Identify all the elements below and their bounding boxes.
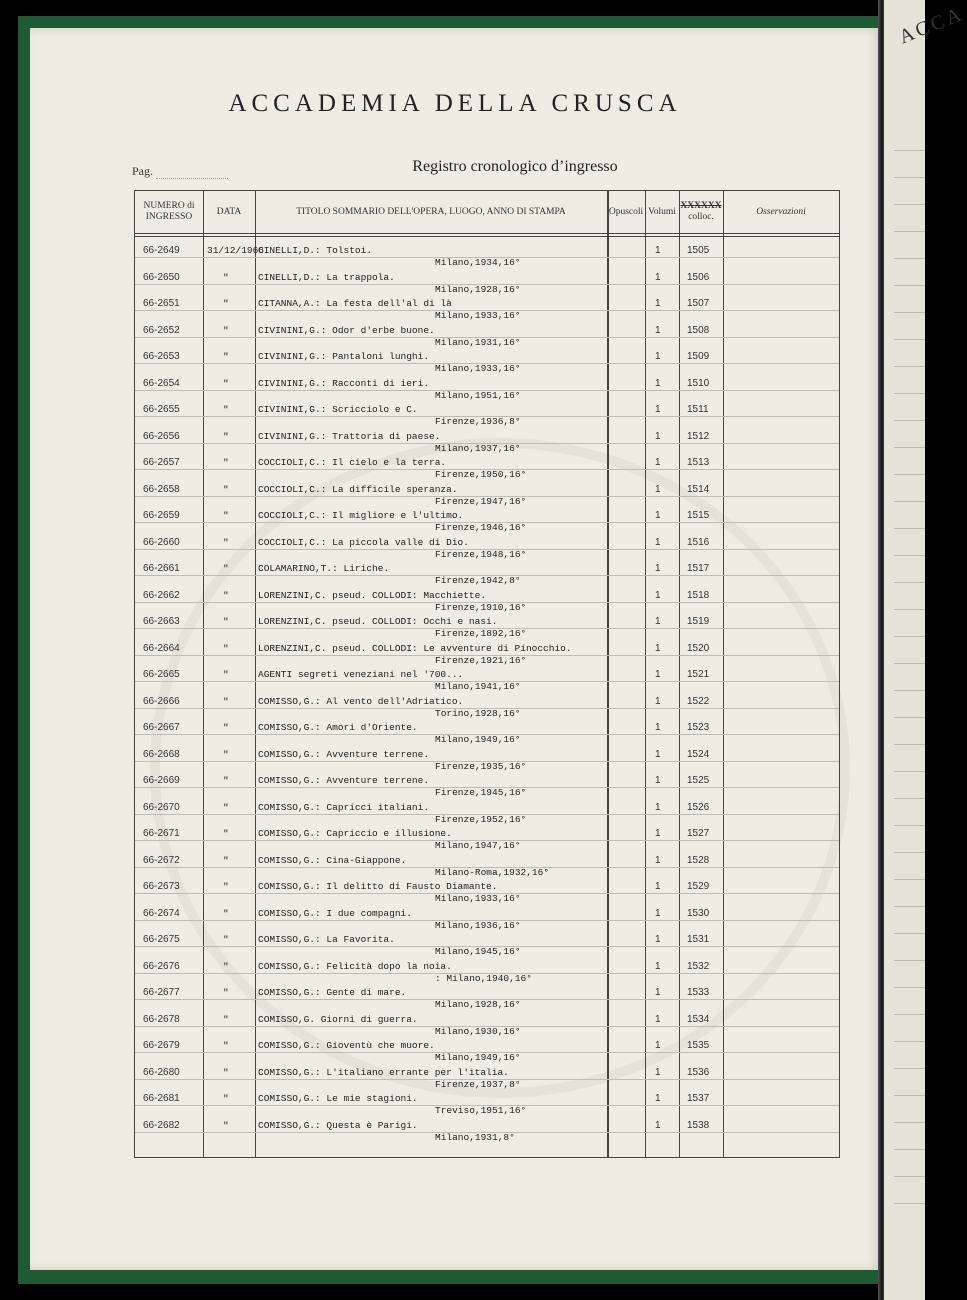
entry-place-year: Milano,1937,16°	[435, 442, 521, 454]
entry-number: 66-2681	[143, 1093, 180, 1104]
entry-number: 66-2666	[143, 695, 180, 707]
entry-collocation: 1516	[687, 536, 710, 548]
entry-date: "	[223, 722, 229, 733]
entry-title: LORENZINI,C. pseud. COLLODI: Le avventure di Pinocchio.	[258, 642, 572, 654]
entry-collocation: 1534	[687, 1013, 710, 1025]
facing-page-title-fragment: ACCA	[896, 2, 967, 49]
entry-collocation: 1536	[687, 1066, 710, 1078]
entry-volumes: 1	[655, 616, 661, 627]
entry-place-year: Firenze,1947,16°	[435, 495, 527, 507]
entry-volumes: 1	[655, 934, 661, 945]
entry-title: COMISSO,G.: L'italiano errante per l'italia.	[258, 1066, 509, 1078]
register-subtitle: Registro cronologico d’ingresso	[412, 158, 618, 175]
entry-volumes: 1	[655, 907, 661, 919]
row-rule	[135, 549, 839, 550]
entry-volumes: 1	[655, 589, 661, 601]
entry-date: "	[223, 616, 229, 627]
entry-collocation: 1531	[687, 934, 710, 945]
entry-date: "	[223, 1013, 229, 1025]
entry-collocation: 1520	[687, 642, 710, 654]
entry-place-year: Milano,1933,16°	[435, 310, 521, 321]
entry-collocation: 1508	[687, 324, 710, 336]
entry-volumes: 1	[655, 987, 661, 998]
entry-volumes: 1	[655, 483, 661, 495]
entry-place-year: Firenze,1892,16°	[435, 628, 527, 639]
facing-page-rule	[894, 636, 925, 637]
facing-page-rule	[894, 879, 925, 880]
entry-number: 66-2672	[143, 854, 180, 866]
entry-place-year: Milano,1945,16°	[435, 946, 521, 957]
entry-number: 66-2664	[143, 642, 180, 654]
facing-page-rule	[894, 528, 925, 529]
entry-number: 66-2675	[143, 934, 180, 945]
facing-page-rule	[894, 285, 925, 286]
row-rule	[135, 363, 839, 364]
entry-date: "	[223, 960, 229, 972]
entry-volumes: 1	[655, 748, 661, 760]
register-table	[134, 190, 840, 1158]
facing-page-rule	[894, 663, 925, 664]
entry-volumes: 1	[655, 1119, 661, 1131]
facing-page-rule	[894, 204, 925, 205]
entry-collocation: 1505	[687, 245, 710, 256]
entry-place-year: Milano,1928,16°	[435, 999, 521, 1010]
entry-date: "	[223, 351, 229, 362]
entry-number: 66-2658	[143, 483, 180, 495]
entry-volumes: 1	[655, 510, 661, 521]
header-opuscoli: Opuscoli	[608, 206, 644, 217]
entry-collocation: 1537	[687, 1093, 710, 1104]
row-rule	[135, 999, 839, 1000]
entry-number: 66-2679	[143, 1040, 180, 1051]
facing-page-rule	[894, 1122, 925, 1123]
entry-date: "	[223, 483, 229, 495]
entry-place-year: Milano,1931,16°	[435, 336, 521, 348]
row-rule	[135, 1052, 839, 1053]
entry-date: "	[223, 430, 229, 442]
facing-page-rule	[894, 690, 925, 691]
facing-page-rule	[894, 1176, 925, 1177]
entry-collocation: 1533	[687, 987, 710, 998]
entry-date: "	[223, 987, 229, 998]
entry-title: COLAMARINO,T.: Liriche.	[258, 563, 390, 574]
row-rule	[135, 893, 839, 894]
entry-volumes: 1	[655, 1066, 661, 1078]
facing-page-rule	[894, 1068, 925, 1069]
entry-title: COMISSO,G.: Felicità dopo la noia.	[258, 960, 452, 972]
entry-volumes: 1	[655, 1040, 661, 1051]
entry-number: 66-2665	[143, 669, 180, 680]
facing-page-rule	[894, 339, 925, 340]
entry-number: 66-2649	[143, 245, 180, 256]
row-rule	[135, 522, 839, 523]
entry-date: "	[223, 801, 229, 813]
entry-collocation: 1506	[687, 271, 710, 283]
entry-date: "	[223, 324, 229, 336]
entry-title: CIVININI,G.: Pantaloni lunghi.	[258, 351, 430, 362]
entry-number: 66-2663	[143, 616, 180, 627]
entry-place-year: Milano,1928,16°	[435, 283, 521, 295]
entry-title: COMISSO,G.: Amori d'Oriente.	[258, 722, 418, 733]
facing-page-rule	[894, 825, 925, 826]
entry-date: "	[223, 377, 229, 389]
entry-collocation: 1514	[687, 483, 710, 495]
row-rule	[135, 1026, 839, 1027]
facing-page-rule	[894, 447, 925, 448]
entry-collocation: 1513	[687, 457, 710, 468]
entry-volumes: 1	[655, 563, 661, 574]
entry-title: COMISSO,G.: Al vento dell'Adriatico.	[258, 695, 464, 707]
entry-collocation: 1521	[687, 669, 710, 680]
entry-title: COMISSO,G.: Capriccio e illusione.	[258, 828, 452, 839]
entry-collocation: 1519	[687, 616, 710, 627]
entry-date: "	[223, 1119, 229, 1131]
row-rule	[135, 681, 839, 682]
facing-page-rule	[894, 150, 925, 151]
entry-title: COMISSO,G.: I due compagni.	[258, 907, 412, 919]
entry-place-year: : Milano,1940,16°	[435, 972, 532, 984]
entry-number: 66-2670	[143, 801, 180, 813]
row-rule	[135, 469, 839, 470]
entry-number: 66-2668	[143, 748, 180, 760]
entry-number: 66-2652	[143, 324, 180, 336]
row-rule	[135, 973, 839, 974]
entry-number: 66-2659	[143, 510, 180, 521]
entry-collocation: 1527	[687, 828, 710, 839]
ledger-page	[30, 28, 882, 1270]
facing-page-rule	[894, 852, 925, 853]
page-number-line	[156, 178, 228, 179]
entry-place-year: Milano,1941,16°	[435, 681, 521, 692]
row-rule	[135, 443, 839, 444]
entry-volumes: 1	[655, 536, 661, 548]
entry-place-year: Firenze,1948,16°	[435, 548, 527, 560]
entry-date: "	[223, 748, 229, 760]
row-rule	[135, 920, 839, 921]
entry-place-year: Milano,1951,16°	[435, 389, 521, 401]
header-data: DATA	[216, 206, 242, 217]
entry-place-year: Firenze,1950,16°	[435, 469, 527, 480]
entry-volumes: 1	[655, 1013, 661, 1025]
entry-title: COMISSO,G.: Gente di mare.	[258, 987, 407, 998]
facing-page-rule	[894, 474, 925, 475]
page-number-label: Pag.	[132, 164, 153, 178]
row-rule	[135, 867, 839, 868]
facing-page-rule	[894, 744, 925, 745]
facing-page-rule	[894, 798, 925, 799]
entry-date: "	[223, 536, 229, 548]
header-colloc-struck: XXXXXX	[680, 201, 722, 211]
header-osservazioni: Osservazioni	[756, 206, 806, 217]
entry-title: COCCIOLI,C.: Il cielo e la terra.	[258, 457, 447, 468]
entry-collocation: 1522	[687, 695, 710, 707]
entry-number: 66-2661	[143, 563, 180, 574]
entry-collocation: 1518	[687, 589, 710, 601]
entry-number: 66-2651	[143, 298, 180, 309]
entry-place-year: Milano,1949,16°	[435, 734, 521, 745]
entry-date: "	[223, 1040, 229, 1051]
row-rule	[135, 787, 839, 788]
entry-volumes: 1	[655, 828, 661, 839]
entry-date: "	[223, 404, 229, 415]
entry-title: COMISSO,G.: Capricci italiani.	[258, 801, 430, 813]
entry-place-year: Torino,1928,16°	[435, 707, 521, 719]
entry-volumes: 1	[655, 775, 661, 786]
row-rule	[135, 840, 839, 841]
entry-place-year: Firenze,1942,8°	[435, 575, 521, 586]
facing-page-rule	[894, 1149, 925, 1150]
entry-number: 66-2660	[143, 536, 180, 548]
entry-date: "	[223, 563, 229, 574]
entry-title: COCCIOLI,C.: La difficile speranza.	[258, 483, 458, 495]
entry-date: "	[223, 695, 229, 707]
entry-volumes: 1	[655, 960, 661, 972]
header-titolo: TITOLO SOMMARIO DELL'OPERA, LUOGO, ANNO DI STAMPA	[296, 206, 566, 217]
facing-page-rule	[894, 582, 925, 583]
entry-collocation: 1523	[687, 722, 710, 733]
row-rule	[135, 734, 839, 735]
entry-volumes: 1	[655, 271, 661, 283]
entry-collocation: 1530	[687, 907, 710, 919]
entry-place-year: Firenze,1937,8°	[435, 1078, 521, 1090]
facing-page-rule	[894, 420, 925, 421]
entry-collocation: 1507	[687, 298, 710, 309]
entry-place-year: Milano,1949,16°	[435, 1052, 521, 1063]
entry-date: "	[223, 457, 229, 468]
facing-page-rule	[894, 555, 925, 556]
facing-page-rule	[894, 1095, 925, 1096]
entry-number: 66-2680	[143, 1066, 180, 1078]
entry-title: COMISSO,G.: Questa è Parigi.	[258, 1119, 418, 1131]
entry-number: 66-2667	[143, 722, 180, 733]
entry-title: COMISSO,G.: La Favorita.	[258, 934, 395, 945]
entry-place-year: Milano,1931,8°	[435, 1131, 515, 1143]
facing-page-rule	[894, 258, 925, 259]
row-rule	[135, 575, 839, 576]
facing-page-rule	[894, 231, 925, 232]
facing-page-rule	[894, 501, 925, 502]
entry-number: 66-2653	[143, 351, 180, 362]
facing-page-rule	[894, 312, 925, 313]
facing-page-rule	[894, 1041, 925, 1042]
entry-title: CIVININI,G.: Trattoria di paese.	[258, 430, 441, 442]
entry-place-year: Milano,1934,16°	[435, 257, 521, 268]
entry-number: 66-2650	[143, 271, 180, 283]
entry-volumes: 1	[655, 669, 661, 680]
entry-date: "	[223, 881, 229, 892]
entry-volumes: 1	[655, 642, 661, 654]
entry-date: "	[223, 828, 229, 839]
entry-title: COMISSO,G. Giorni di guerra.	[258, 1013, 418, 1025]
facing-page-rule	[894, 366, 925, 367]
entry-title: COCCIOLI,C.: La piccola valle di Dio.	[258, 536, 469, 548]
entry-title: CINELLI,D.: La trappola.	[258, 271, 395, 283]
row-rule	[135, 337, 839, 338]
entry-volumes: 1	[655, 881, 661, 892]
row-rule	[135, 416, 839, 417]
entry-title: AGENTI segreti veneziani nel '700...	[258, 669, 464, 680]
entry-date: "	[223, 510, 229, 521]
facing-page-rule	[894, 987, 925, 988]
entry-volumes: 1	[655, 722, 661, 733]
entry-collocation: 1509	[687, 351, 710, 362]
entry-place-year: Milano,1930,16°	[435, 1025, 521, 1037]
entry-place-year: Milano,1947,16°	[435, 840, 521, 851]
entry-collocation: 1526	[687, 801, 710, 813]
row-rule	[135, 1132, 839, 1133]
entry-date: "	[223, 907, 229, 919]
entry-collocation: 1529	[687, 881, 710, 892]
header-numero: NUMERO di INGRESSO	[143, 201, 195, 222]
row-rule	[135, 602, 839, 603]
entry-collocation: 1517	[687, 563, 710, 574]
entry-volumes: 1	[655, 377, 661, 389]
entry-number: 66-2678	[143, 1013, 180, 1025]
entry-title: COMISSO,G.: Avventure terrene.	[258, 775, 430, 786]
entry-volumes: 1	[655, 457, 661, 468]
facing-page-rule	[894, 906, 925, 907]
entry-date: "	[223, 642, 229, 654]
row-rule	[135, 946, 839, 947]
entry-title: COMISSO,G.: Cina-Giappone.	[258, 854, 407, 866]
facing-page-rule	[894, 393, 925, 394]
header-volumi: Volumi	[648, 206, 676, 217]
row-rule	[135, 496, 839, 497]
entry-volumes: 1	[655, 695, 661, 707]
entry-title: COMISSO,G.: Le mie stagioni.	[258, 1093, 418, 1104]
entry-volumes: 1	[655, 324, 661, 336]
entry-place-year: Milano,1933,16°	[435, 363, 521, 374]
facing-page-rule	[894, 1203, 925, 1204]
entry-date: 31/12/1966	[207, 245, 265, 256]
entry-volumes: 1	[655, 801, 661, 813]
row-rule	[135, 390, 839, 391]
entry-number: 66-2662	[143, 589, 180, 601]
facing-page-rule	[894, 717, 925, 718]
row-rule	[135, 310, 839, 311]
entry-volumes: 1	[655, 245, 661, 256]
page-title: ACCADEMIA DELLA CRUSCA	[228, 90, 682, 117]
entry-place-year: Firenze,1910,16°	[435, 601, 527, 613]
entry-title: CIVININI,G.: Racconti di ieri.	[258, 377, 430, 389]
entry-date: "	[223, 1093, 229, 1104]
entry-collocation: 1511	[687, 404, 709, 415]
facing-page-rule	[894, 177, 925, 178]
entry-number: 66-2676	[143, 960, 180, 972]
entry-number: 66-2673	[143, 881, 180, 892]
entry-place-year: Treviso,1951,16°	[435, 1105, 527, 1116]
entry-collocation: 1512	[687, 430, 710, 442]
entry-title: COMISSO,G.: Gioventù che muore.	[258, 1040, 435, 1051]
row-rule	[135, 708, 839, 709]
entry-collocation: 1532	[687, 960, 710, 972]
entry-title: CIVININI,G.: Odor d'erbe buone.	[258, 324, 435, 336]
entry-place-year: Milano,1936,16°	[435, 919, 521, 931]
entry-collocation: 1528	[687, 854, 710, 866]
entry-place-year: Firenze,1945,16°	[435, 787, 527, 798]
entry-number: 66-2657	[143, 457, 180, 468]
entry-title: CINELLI,D.: Tolstoi.	[258, 245, 373, 256]
entry-volumes: 1	[655, 298, 661, 309]
facing-page-rule	[894, 609, 925, 610]
entry-place-year: Milano-Roma,1932,16°	[435, 866, 550, 878]
row-rule	[135, 1105, 839, 1106]
entry-volumes: 1	[655, 404, 661, 415]
row-rule	[135, 1079, 839, 1080]
entry-volumes: 1	[655, 430, 661, 442]
facing-page-rule	[894, 1014, 925, 1015]
entry-collocation: 1525	[687, 775, 710, 786]
entry-number: 66-2682	[143, 1119, 180, 1131]
entry-title: LORENZINI,C. pseud. COLLODI: Macchiette.	[258, 589, 487, 601]
entry-title: COMISSO,G.: Avventure terrene.	[258, 748, 430, 760]
row-rule	[135, 284, 839, 285]
facing-page-rule	[894, 933, 925, 934]
entry-date: "	[223, 934, 229, 945]
entry-title: COMISSO,G.: Il delitto di Fausto Diamante.	[258, 881, 498, 892]
entry-date: "	[223, 854, 229, 866]
row-rule	[135, 257, 839, 258]
entry-number: 66-2677	[143, 987, 180, 998]
entry-title: CITANNA,A.: La festa dell'al di là	[258, 298, 452, 309]
entry-date: "	[223, 669, 229, 680]
entry-collocation: 1524	[687, 748, 710, 760]
facing-page-edge	[884, 0, 967, 1300]
entry-place-year: Firenze,1935,16°	[435, 760, 527, 772]
header-rule	[135, 233, 839, 234]
header-colloc	[679, 191, 723, 233]
entry-place-year: Firenze,1921,16°	[435, 654, 527, 666]
entry-volumes: 1	[655, 1093, 661, 1104]
entry-title: CIVININI,G.: Scricciolo e C.	[258, 404, 418, 415]
row-rule	[135, 761, 839, 762]
entry-number: 66-2669	[143, 775, 180, 786]
entry-number: 66-2674	[143, 907, 180, 919]
header-colloc-label: colloc.	[688, 212, 714, 222]
entry-place-year: Firenze,1952,16°	[435, 813, 527, 825]
entry-date: "	[223, 298, 229, 309]
row-rule	[135, 628, 839, 629]
entry-collocation: 1535	[687, 1040, 710, 1051]
facing-page-rule	[894, 960, 925, 961]
entry-number: 66-2655	[143, 404, 180, 415]
entry-volumes: 1	[655, 351, 661, 362]
entry-place-year: Firenze,1946,16°	[435, 522, 527, 533]
entry-number: 66-2671	[143, 828, 180, 839]
entry-volumes: 1	[655, 854, 661, 866]
entry-date: "	[223, 1066, 229, 1078]
entry-number: 66-2654	[143, 377, 180, 389]
row-rule	[135, 655, 839, 656]
entry-number: 66-2656	[143, 430, 180, 442]
entry-place-year: Firenze,1936,8°	[435, 416, 521, 427]
entry-date: "	[223, 589, 229, 601]
entry-date: "	[223, 775, 229, 786]
entry-date: "	[223, 271, 229, 283]
header-rule-double	[135, 236, 839, 237]
entry-collocation: 1510	[687, 377, 710, 389]
row-rule	[135, 814, 839, 815]
entry-place-year: Milano,1933,16°	[435, 893, 521, 904]
entry-collocation: 1515	[687, 510, 710, 521]
entry-title: LORENZINI,C. pseud. COLLODI: Occhi e nasi.	[258, 616, 498, 627]
entry-collocation: 1538	[687, 1119, 710, 1131]
facing-page-rule	[894, 771, 925, 772]
entry-title: COCCIOLI,C.: Il migliore e l'ultimo.	[258, 510, 464, 521]
